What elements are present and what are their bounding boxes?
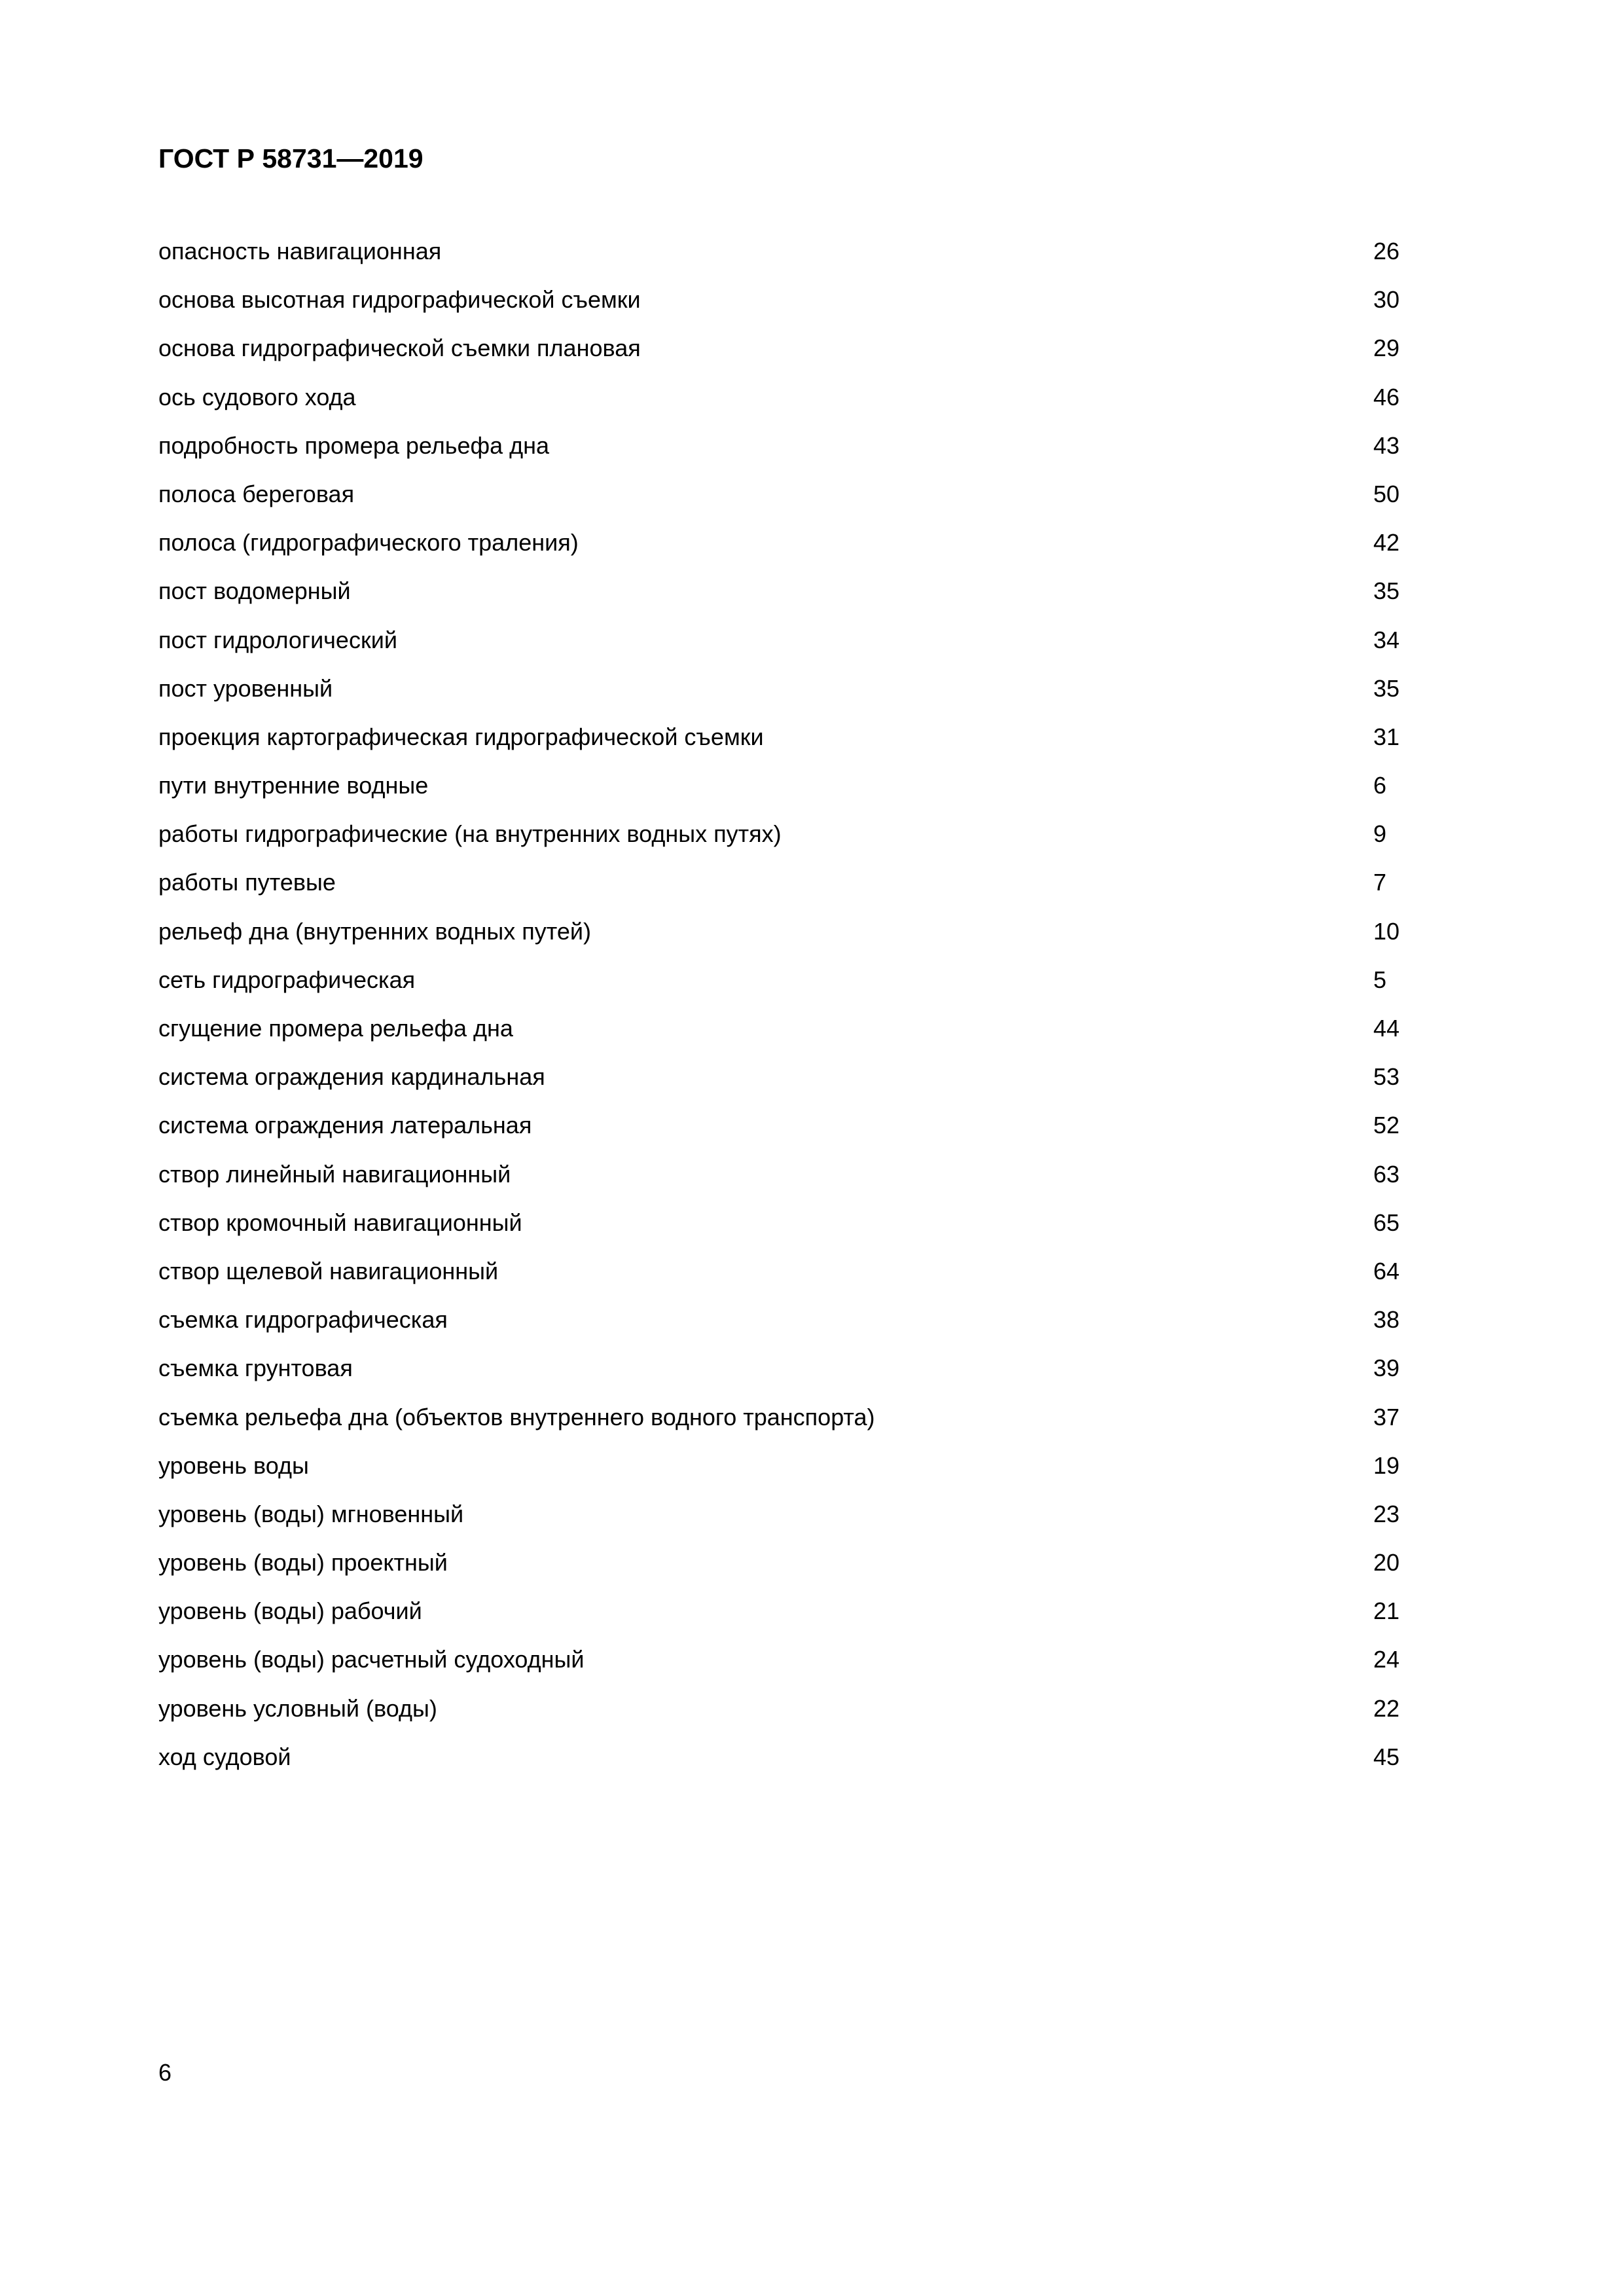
index-entry: [158, 1694, 1415, 1745]
index-entry: [158, 1599, 1415, 1648]
index-term-number: 21: [1373, 1597, 1400, 1625]
index-entry: [158, 1500, 1415, 1551]
index-entry: [158, 626, 1415, 677]
index-term-number: 35: [1373, 674, 1400, 702]
index-entry: [158, 1403, 1415, 1454]
index-term: подробность промера рельефа дна: [158, 431, 550, 459]
index-entry: [158, 1257, 1415, 1308]
index-term: ось судового хода: [158, 383, 356, 410]
index-term: уровень воды: [158, 1451, 309, 1479]
index-term-number: 52: [1373, 1112, 1400, 1139]
index-term-number: 64: [1373, 1257, 1400, 1285]
document-header: ГОСТ Р 58731—2019: [158, 143, 424, 173]
index-term: система ограждения латеральная: [158, 1112, 532, 1139]
page-number: 6: [158, 2059, 172, 2086]
index-term: ход судовой: [158, 1743, 291, 1770]
index-term: пост водомерный: [158, 577, 351, 605]
index-term-number: 9: [1373, 820, 1387, 848]
term-index-list: [158, 240, 1415, 1794]
index-term-number: 20: [1373, 1549, 1400, 1576]
index-term-number: 31: [1373, 723, 1400, 750]
index-term: уровень (воды) мгновенный: [158, 1500, 464, 1527]
index-term-number: 6: [1373, 772, 1387, 799]
index-entry: [158, 774, 1415, 822]
index-entry: [158, 968, 1415, 1017]
index-term: створ линейный навигационный: [158, 1160, 511, 1188]
index-term-number: 10: [1373, 917, 1400, 945]
index-term-number: 43: [1373, 431, 1400, 459]
index-term: створ кромочный навигационный: [158, 1209, 522, 1236]
index-term: съемка рельефа дна (объектов внутреннего водного транспорта): [158, 1403, 875, 1430]
index-term: основа высотная гидрографической съемки: [158, 286, 641, 314]
index-term: рельеф дна (внутренних водных путей): [158, 917, 591, 945]
index-entry: [158, 1745, 1415, 1794]
index-entry: [158, 337, 1415, 385]
index-term-number: 38: [1373, 1306, 1400, 1334]
index-term-number: 30: [1373, 286, 1400, 314]
index-term: полоса береговая: [158, 480, 355, 507]
index-entry: [158, 871, 1415, 919]
index-entry: [158, 1648, 1415, 1696]
index-term: уровень (воды) расчетный судоходный: [158, 1646, 585, 1673]
index-entry: [158, 1114, 1415, 1162]
index-term-number: 24: [1373, 1646, 1400, 1673]
index-term: сгущение промера рельефа дна: [158, 1015, 513, 1042]
index-term: работы путевые: [158, 869, 336, 896]
index-entry: [158, 240, 1415, 288]
index-entry: [158, 531, 1415, 579]
index-entry: [158, 822, 1415, 871]
index-term: пост гидрологический: [158, 626, 397, 653]
index-term-number: 45: [1373, 1743, 1400, 1770]
index-term-number: 44: [1373, 1015, 1400, 1042]
index-term-number: 63: [1373, 1160, 1400, 1188]
index-term-number: 26: [1373, 238, 1400, 264]
index-term-number: 53: [1373, 1063, 1400, 1091]
index-term-number: 7: [1373, 869, 1387, 896]
index-entry: [158, 480, 1415, 531]
index-entry: [158, 1451, 1415, 1503]
index-term: основа гидрографической съемки плановая: [158, 335, 641, 362]
index-term: сеть гидрографическая: [158, 966, 416, 993]
index-term-number: 65: [1373, 1209, 1400, 1236]
index-term: работы гидрографические (на внутренних водных путях): [158, 820, 782, 848]
index-term: пути внутренние водные: [158, 772, 429, 799]
index-entry: [158, 674, 1415, 725]
index-term-number: 19: [1373, 1451, 1400, 1479]
index-term: система ограждения кардинальная: [158, 1063, 545, 1091]
index-term-number: 37: [1373, 1403, 1400, 1430]
index-entry: [158, 579, 1415, 628]
index-entry: [158, 383, 1415, 434]
index-term-number: 34: [1373, 626, 1400, 653]
index-term: уровень (воды) проектный: [158, 1549, 448, 1576]
index-entry: [158, 1308, 1415, 1357]
index-term-number: 46: [1373, 383, 1400, 410]
index-entry: [158, 1065, 1415, 1114]
index-entry: [158, 288, 1415, 337]
index-term-number: 42: [1373, 529, 1400, 556]
index-term: проекция картографическая гидрографической съемки: [158, 723, 764, 750]
index-entry: [158, 1551, 1415, 1599]
index-entry: [158, 1211, 1415, 1260]
index-entry: [158, 1017, 1415, 1065]
index-entry: [158, 1160, 1415, 1211]
index-term: полоса (гидрографического траления): [158, 529, 579, 556]
index-term-number: 5: [1373, 966, 1387, 993]
index-term: уровень (воды) рабочий: [158, 1597, 422, 1625]
index-term-number: 23: [1373, 1500, 1400, 1527]
index-entry: [158, 1357, 1415, 1405]
index-term: съемка гидрографическая: [158, 1306, 448, 1334]
index-term-number: 35: [1373, 577, 1400, 605]
index-term: уровень условный (воды): [158, 1694, 437, 1722]
index-term-number: 29: [1373, 335, 1400, 362]
index-term: съемка грунтовая: [158, 1355, 353, 1382]
index-entry: [158, 917, 1415, 968]
index-term: опасность навигационная: [158, 238, 442, 264]
index-entry: [158, 431, 1415, 483]
index-term-number: 39: [1373, 1355, 1400, 1382]
index-term: створ щелевой навигационный: [158, 1257, 499, 1285]
index-term: пост уровенный: [158, 674, 333, 702]
index-term-number: 50: [1373, 480, 1400, 507]
index-term-number: 22: [1373, 1694, 1400, 1722]
index-entry: [158, 725, 1415, 774]
